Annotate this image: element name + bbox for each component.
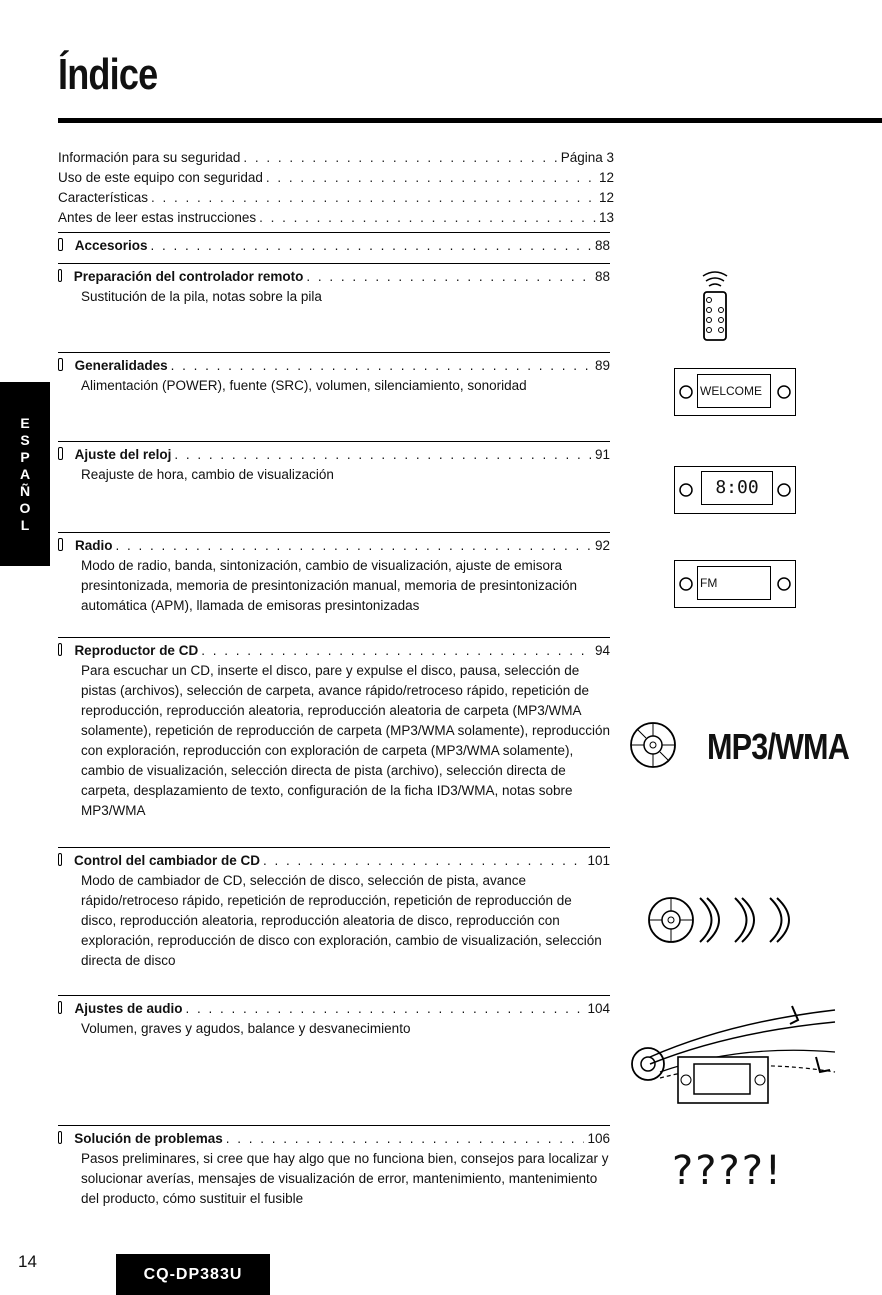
clock-display — [674, 466, 796, 514]
language-letter: E — [20, 414, 30, 431]
display-text: FM — [697, 566, 771, 600]
fm-display — [674, 560, 796, 608]
section-description: Pasos preliminares, si cree que hay algo que no funciona bien, consejos para localizar y solucionar averías, mensajes de visualización de error, mantenimiento, mantenimiento del producto, cómo sustituir el fusible — [81, 1151, 609, 1206]
language-letter: S — [20, 431, 30, 448]
checkbox-icon — [58, 1131, 62, 1144]
checkbox-icon — [58, 238, 63, 251]
display-text: WELCOME — [697, 374, 771, 408]
toc-entry[interactable]: Antes de leer estas instrucciones . . . 13 — [58, 208, 614, 228]
mp3-wma-logo: MP3/WMA — [707, 726, 849, 767]
language-tab — [0, 382, 50, 566]
display-text: 8:00 — [701, 471, 773, 505]
page-number: 14 — [18, 1252, 37, 1271]
checkbox-icon — [58, 269, 62, 282]
section-description: Volumen, graves y agudos, balance y desvanecimiento — [81, 1021, 411, 1036]
checkbox-icon — [58, 853, 62, 866]
language-letter: P — [20, 448, 30, 465]
page-title: Índice — [58, 50, 158, 99]
question-marks-icon: ????! — [672, 1148, 783, 1194]
section-generalidades[interactable]: Generalidades . . . 89 Alimentación (POWER), fuente (SRC), volumen, silenciamiento, sonoridad — [58, 352, 610, 396]
section-description: Reajuste de hora, cambio de visualización — [81, 467, 334, 482]
section-description: Para escuchar un CD, inserte el disco, pare y expulse el disco, pausa, selección de pistas (archivos), selección de carpeta, avance rápido/retroceso rápido, repetición de reproducción, reproducción aleatoria, reproducción aleatoria de carpeta (MP3/WMA solamente), repetición de reproducción de carpeta (MP3/WMA solamente), reproducción con exploración, reproducción con exploración de carpeta (MP3/WMA solamente), cambio de visualización, selección directa de pista (archivo), selección directa de carpeta, desplazamiento de texto, configuración de la ficha ID3/WMA, notas sobre MP3/WMA — [81, 663, 611, 818]
language-letter: O — [19, 499, 31, 516]
section-description: Alimentación (POWER), fuente (SRC), volumen, silenciamiento, sonoridad — [81, 378, 527, 393]
section-description: Sustitución de la pila, notas sobre la pila — [81, 289, 322, 304]
language-letter: A — [19, 465, 31, 482]
section-description: Modo de radio, banda, sintonización, cambio de visualización, ajuste de emisora presintonizada, memoria de presintonización manual, memoria de presintonización automática (APM), llamada de emisoras presintonizadas — [81, 558, 578, 613]
model-label: CQ-DP383U — [116, 1254, 270, 1295]
section-cd-changer[interactable]: Control del cambiador de CD . . . 101 Modo de cambiador de CD, selección de disco, selección de pista, avance rápido/retroceso rápido, repetición de reproducción, repetición de reproducción de disco, reproducción aleatoria, reproducción aleatoria de disco, reproducción con exploración, reproducción de disco con exploración, cambio de visualización, selección directa de disco — [58, 847, 610, 971]
toc-entry[interactable]: Uso de este equipo con seguridad . . . 12 — [58, 168, 614, 188]
checkbox-icon — [58, 643, 62, 656]
section-accesorios[interactable]: Accesorios . . . 88 — [58, 232, 610, 256]
title-rule — [58, 118, 882, 123]
section-remote[interactable]: Preparación del controlador remoto . . . 88 Sustitución de la pila, notas sobre la pila — [58, 263, 610, 307]
cd-disc-icon — [628, 720, 678, 770]
checkbox-icon — [58, 447, 63, 460]
checkbox-icon — [58, 1001, 62, 1014]
section-cd-player[interactable]: Reproductor de CD . . . 94 Para escuchar un CD, inserte el disco, pare y expulse el disco, pausa, selección de pistas (archivos), selección de carpeta, avance rápido/retroceso rápido, repetición de reproducción, reproducción aleatoria, reproducción aleatoria de carpeta (MP3/WMA solamente), repetición de reproducción de carpeta (MP3/WMA solamente), reproducción con exploración, reproducción con exploración de carpeta (MP3/WMA solamente), cambio de visualización, selección directa de pista (archivo), selección directa de carpeta, desplazamiento de texto, configuración de la ficha ID3/WMA, notas sobre MP3/WMA — [58, 637, 610, 821]
section-audio[interactable]: Ajustes de audio . . . 104 Volumen, graves y agudos, balance y desvanecimiento — [58, 995, 610, 1039]
section-radio[interactable]: Radio . . . 92 Modo de radio, banda, sintonización, cambio de visualización, ajuste de emisora presintonizada, memoria de presintonización manual, memoria de presintonización automática (APM), llamada de emisoras presintonizadas — [58, 532, 610, 616]
section-troubleshooting[interactable]: Solución de problemas . . . 106 Pasos preliminares, si cree que hay algo que no funciona bien, consejos para localizar y solucionar averías, mensajes de visualización de error, mantenimiento, mantenimiento del producto, cómo sustituir el fusible — [58, 1125, 610, 1209]
cd-changer-icon — [645, 890, 815, 950]
section-description: Modo de cambiador de CD, selección de disco, selección de pista, avance rápido/retroceso rápido, repetición de reproducción, repetición de reproducción de disco, reproducción aleatoria, reproducción aleatoria de disco, reproducción con exploración, reproducción de disco con exploración, cambio de visualización, selección directa de disco — [81, 873, 602, 968]
toc-entry[interactable]: Información para su seguridad . . . Página 3 — [58, 148, 614, 168]
language-letter: Ñ — [19, 482, 31, 499]
checkbox-icon — [58, 358, 63, 371]
checkbox-icon — [58, 538, 63, 551]
section-reloj[interactable]: Ajuste del reloj . . . 91 Reajuste de hora, cambio de visualización — [58, 441, 610, 485]
intro-list — [58, 148, 614, 228]
welcome-display — [674, 368, 796, 416]
audio-music-icon — [620, 1002, 845, 1107]
language-letter: L — [20, 516, 30, 533]
toc-entry[interactable]: Características . . . 12 — [58, 188, 614, 208]
remote-control-icon — [695, 266, 735, 346]
